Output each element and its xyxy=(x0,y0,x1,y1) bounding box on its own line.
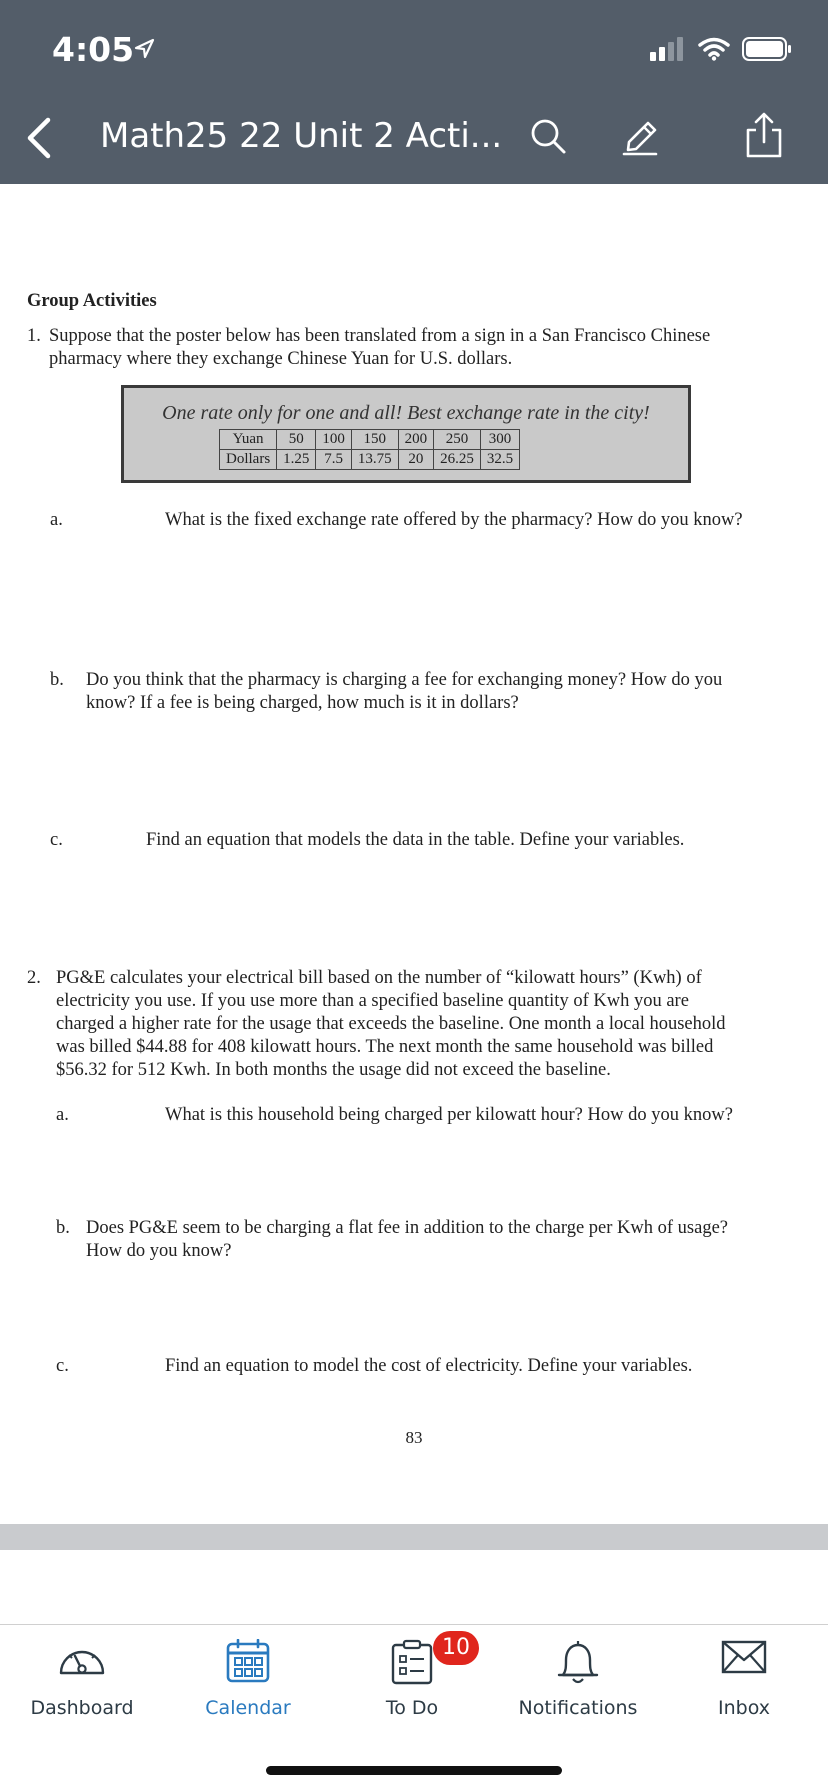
tab-notifications[interactable] xyxy=(508,1625,648,1735)
page-separator xyxy=(0,1524,828,1550)
q2-text-line2: electricity you use. If you use more than a specified baseline quantity of Kwh you are xyxy=(56,991,689,1011)
q1c-label: c. xyxy=(50,830,63,850)
tab-todo-label: To Do xyxy=(385,1697,439,1719)
tab-calendar-label: Calendar xyxy=(205,1697,291,1719)
tab-inbox[interactable] xyxy=(694,1625,794,1735)
table-cell: 20 xyxy=(398,450,434,470)
table-cell: 150 xyxy=(351,430,398,450)
poster-title: One rate only for one and all! Best exchange rate in the city! xyxy=(162,402,650,424)
highlighter-icon xyxy=(618,114,662,163)
envelope-icon xyxy=(721,1639,767,1680)
table-cell: 32.5 xyxy=(480,450,519,470)
exchange-poster xyxy=(121,385,691,483)
calendar-icon xyxy=(226,1639,270,1688)
table-cell: 100 xyxy=(316,430,352,450)
q2c-text: Find an equation to model the cost of electricity. Define your variables. xyxy=(165,1356,693,1376)
tab-calendar[interactable] xyxy=(188,1625,308,1735)
bell-icon xyxy=(555,1639,601,1690)
q1c-text: Find an equation that models the data in the table. Define your variables. xyxy=(146,830,685,850)
q2b-label: b. xyxy=(56,1218,70,1238)
q1-text-line1: Suppose that the poster below has been translated from a sign in a San Francisco Chinese xyxy=(49,326,711,346)
table-cell: Yuan xyxy=(220,430,277,450)
table-cell: Dollars xyxy=(220,450,277,470)
document-title: Math25 22 Unit 2 Acti... xyxy=(100,116,503,156)
annotate-button[interactable] xyxy=(612,110,668,166)
q1-number: 1. xyxy=(27,326,41,346)
share-icon xyxy=(742,112,786,165)
speedometer-icon xyxy=(56,1639,108,1684)
battery-icon xyxy=(742,36,792,67)
q1a-text: What is the fixed exchange rate offered by the pharmacy? How do you know? xyxy=(165,510,743,530)
q1a-label: a. xyxy=(50,510,63,530)
location-arrow-icon xyxy=(133,38,155,65)
home-indicator xyxy=(266,1766,562,1775)
q2a-label: a. xyxy=(56,1105,69,1125)
status-time: 4:05 xyxy=(52,30,135,69)
tab-dashboard[interactable] xyxy=(12,1625,152,1735)
status-icons xyxy=(650,36,792,67)
table-row xyxy=(220,430,520,450)
signal-icon xyxy=(650,37,686,66)
table-cell: 200 xyxy=(398,430,434,450)
q2b-text-line1: Does PG&E seem to be charging a flat fee in addition to the charge per Kwh of usage? xyxy=(86,1218,728,1238)
q2b-text-line2: How do you know? xyxy=(86,1241,232,1261)
todo-count-badge: 10 xyxy=(433,1631,479,1665)
table-cell: 13.75 xyxy=(351,450,398,470)
share-button[interactable] xyxy=(736,110,792,166)
q2-text-line3: charged a higher rate for the usage that exceeds the baseline. One month a local household xyxy=(56,1014,726,1034)
table-row xyxy=(220,450,520,470)
tab-dashboard-label: Dashboard xyxy=(30,1697,134,1719)
table-cell: 300 xyxy=(480,430,519,450)
page-number: 83 xyxy=(405,1428,423,1447)
q1b-text-line2: know? If a fee is being charged, how much is it in dollars? xyxy=(86,693,519,713)
section-heading: Group Activities xyxy=(27,291,157,311)
table-cell: 50 xyxy=(277,430,316,450)
todo-list-icon xyxy=(390,1639,434,1690)
search-icon xyxy=(528,116,568,161)
q2-text-line1: PG&E calculates your electrical bill based on the number of “kilowatt hours” (Kwh) of xyxy=(56,968,702,988)
q2a-text: What is this household being charged per kilowatt hour? How do you know? xyxy=(165,1105,733,1125)
tab-notifications-label: Notifications xyxy=(518,1697,638,1719)
table-cell: 250 xyxy=(434,430,481,450)
q2-text-line5: $56.32 for 512 Kwh. In both months the usage did not exceed the baseline. xyxy=(56,1060,611,1080)
q2-text-line4: was billed $44.88 for 408 kilowatt hours. The next month the same household was billed xyxy=(56,1037,714,1057)
document-page[interactable] xyxy=(0,184,828,1524)
table-cell: 26.25 xyxy=(434,450,481,470)
tab-todo[interactable] xyxy=(362,1625,470,1735)
q1-text-line2: pharmacy where they exchange Chinese Yuan for U.S. dollars. xyxy=(49,349,513,369)
table-cell: 7.5 xyxy=(316,450,352,470)
search-button[interactable] xyxy=(520,110,576,166)
q2c-label: c. xyxy=(56,1356,69,1376)
q2-number: 2. xyxy=(27,968,41,988)
table-cell: 1.25 xyxy=(277,450,316,470)
wifi-icon xyxy=(698,37,730,66)
exchange-rate-table xyxy=(219,429,520,470)
app-header xyxy=(0,0,828,184)
q1b-text-line1: Do you think that the pharmacy is charging a fee for exchanging money? How do you xyxy=(86,670,723,690)
tab-inbox-label: Inbox xyxy=(718,1697,770,1719)
back-button[interactable] xyxy=(18,112,58,164)
q1b-label: b. xyxy=(50,670,64,690)
